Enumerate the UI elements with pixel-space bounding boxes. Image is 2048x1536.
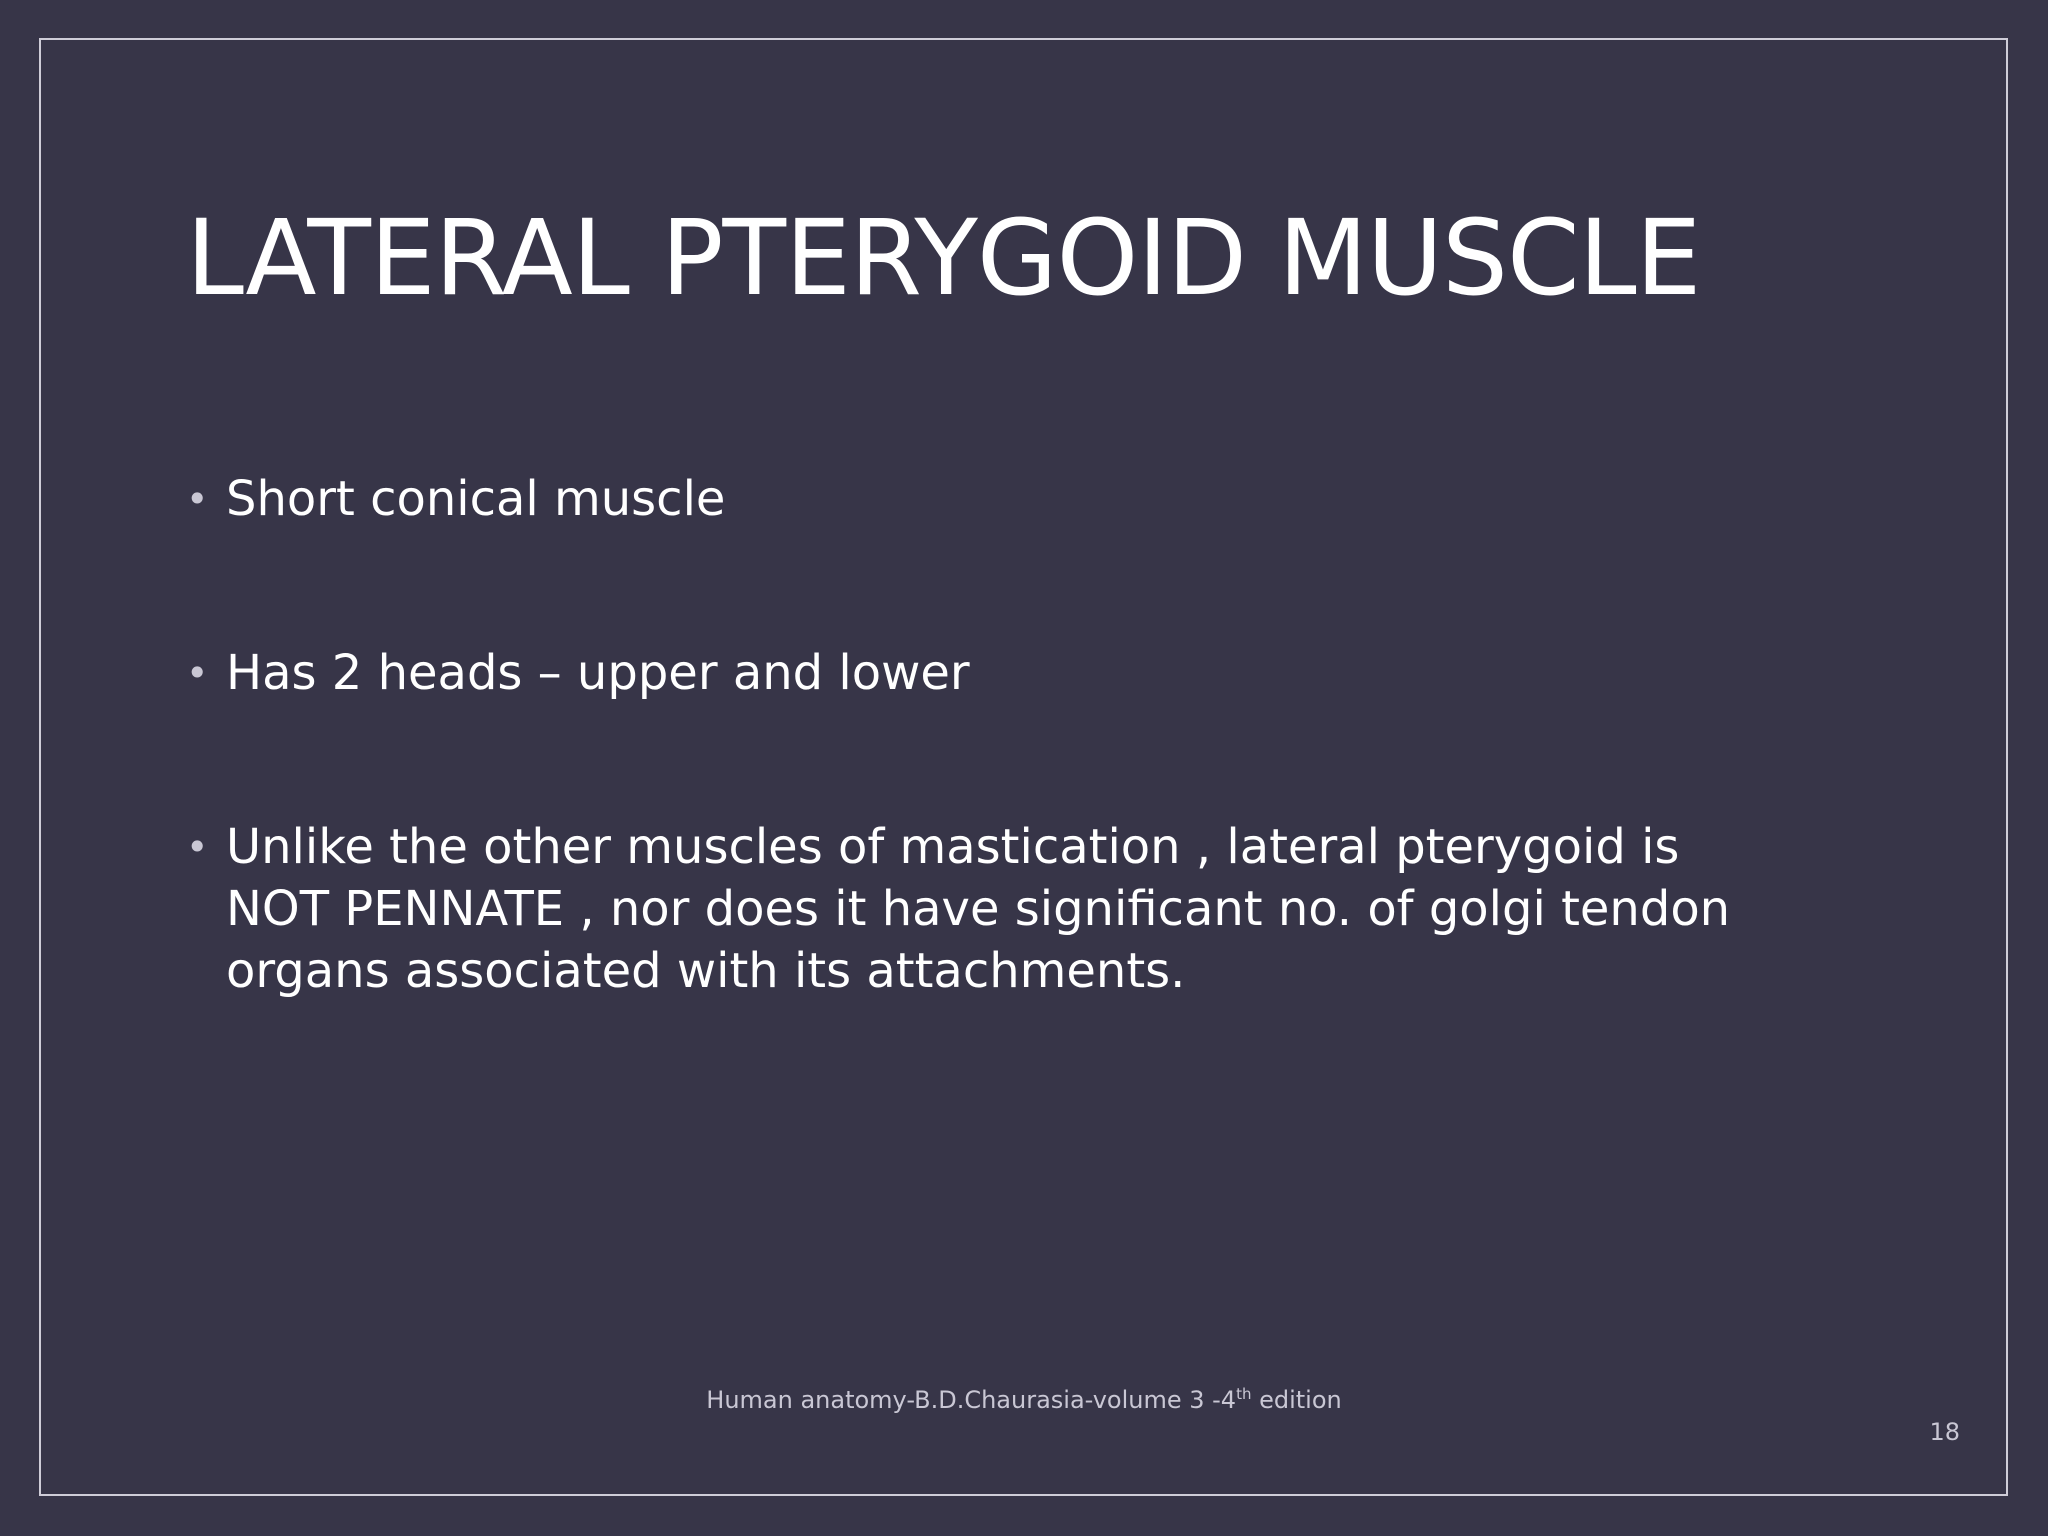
bullet-list (186, 468, 1746, 1114)
footer-text-before: Human anatomy-B.D.Chaurasia-volume 3 -4 (706, 1386, 1237, 1414)
bullet-marker: • (186, 825, 209, 869)
bullet-item (186, 816, 1746, 1002)
slide-title: LATERAL PTERYGOID MUSCLE (186, 197, 1701, 319)
page-number: 18 (1929, 1418, 1960, 1446)
footer-superscript: th (1236, 1385, 1252, 1403)
bullet-text: Short conical muscle (226, 471, 726, 527)
bullet-text: Unlike the other muscles of mastication , lateral pterygoid is NOT PENNATE , nor does it have significant no. of golgi tendon organs associated with its attachments. (226, 819, 1731, 999)
bullet-marker: • (186, 651, 209, 695)
slide-footer-reference (0, 1386, 2048, 1414)
bullet-marker: • (186, 477, 209, 521)
bullet-item (186, 468, 1746, 530)
bullet-item (186, 642, 1746, 704)
footer-text-after: edition (1251, 1386, 1342, 1414)
bullet-text: Has 2 heads – upper and lower (226, 645, 970, 701)
